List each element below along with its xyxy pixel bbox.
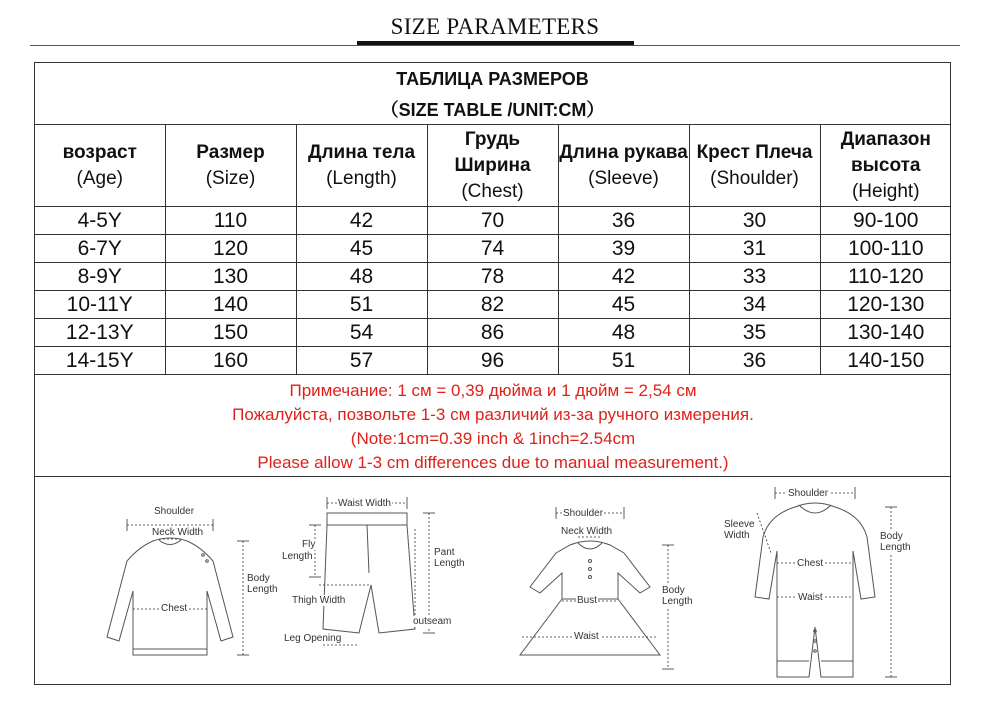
cell-sleeve: 39 — [558, 235, 689, 263]
shirt-length-label: Length — [247, 584, 278, 595]
table-row — [35, 319, 951, 347]
cell-length: 42 — [296, 207, 427, 235]
cell-height: 120-130 — [820, 291, 951, 319]
col-height-ru: Диапазон высота — [840, 128, 931, 176]
cell-age: 6-7Y — [35, 235, 165, 263]
romper-width-label: Width — [724, 530, 750, 541]
col-size-ru: Размер — [196, 141, 265, 163]
cell-height: 110-120 — [820, 263, 951, 291]
col-height-header — [820, 125, 951, 207]
pants-diagram — [275, 477, 475, 685]
cell-chest: 78 — [427, 263, 558, 291]
romper-illustration — [715, 477, 915, 685]
col-shoulder-ru: Крест Плеча — [696, 141, 813, 163]
dress-neck-width-label: Neck Width — [561, 526, 613, 537]
cell-size: 120 — [165, 235, 296, 263]
pants-waist-width-label: Waist Width — [338, 498, 391, 509]
cell-size: 140 — [165, 291, 296, 319]
dress-waist-label: Waist — [574, 631, 599, 642]
cell-length: 57 — [296, 347, 427, 375]
cell-sleeve: 42 — [558, 263, 689, 291]
col-age-header — [35, 125, 165, 207]
page-title: SIZE PARAMETERS — [390, 14, 600, 39]
cell-height: 90-100 — [820, 207, 951, 235]
col-age-en: (Age) — [76, 167, 123, 189]
romper-shoulder-label: Shoulder — [788, 488, 829, 499]
table-title-en: （SIZE TABLE /UNIT:CM） — [380, 100, 605, 120]
cell-sleeve: 51 — [558, 347, 689, 375]
table-row — [35, 207, 951, 235]
cell-shoulder: 35 — [689, 319, 820, 347]
note-ru-tolerance: Пожалуйста, позвольте 1-3 см различий из-за ручного измерения. — [232, 405, 754, 424]
pants-pant-length-label: Length — [434, 558, 465, 569]
cell-chest: 74 — [427, 235, 558, 263]
pants-pant-label: Pant — [434, 547, 455, 558]
cell-chest: 96 — [427, 347, 558, 375]
table-title-ru: ТАБЛИЦА РАЗМЕРОВ — [396, 69, 589, 89]
cell-shoulder: 34 — [689, 291, 820, 319]
cell-size: 150 — [165, 319, 296, 347]
shirt-shoulder-label: Shoulder — [154, 506, 195, 517]
col-length-ru: Длина тела — [307, 141, 416, 163]
size-table — [35, 124, 951, 375]
romper-sleeve-label: Sleeve — [724, 519, 755, 530]
cell-age: 10-11Y — [35, 291, 165, 319]
shirt-neck-width-label: Neck Width — [152, 527, 204, 538]
cell-age: 4-5Y — [35, 207, 165, 235]
pants-thigh-width-label: Thigh Width — [292, 595, 346, 606]
col-length-en: (Length) — [326, 167, 397, 189]
col-chest-ru: Грудь Ширина — [454, 128, 531, 176]
romper-length-label: Length — [880, 542, 911, 553]
romper-body-label: Body — [880, 531, 903, 542]
col-sleeve-ru: Длина рукава — [559, 141, 688, 163]
dress-shoulder-label: Shoulder — [563, 508, 604, 519]
note-en-conversion: (Note:1cm=0.39 inch & 1inch=2.54cm — [350, 429, 636, 448]
cell-age: 12-13Y — [35, 319, 165, 347]
pants-leg-opening-label: Leg Opening — [284, 633, 342, 644]
table-row — [35, 263, 951, 291]
table-row — [35, 347, 951, 375]
dress-body-label: Body — [662, 585, 685, 596]
col-shoulder-header — [689, 125, 820, 207]
title-underline-thin — [30, 45, 960, 46]
table-row — [35, 291, 951, 319]
measurement-notes — [35, 374, 951, 477]
cell-shoulder: 31 — [689, 235, 820, 263]
table-row — [35, 235, 951, 263]
col-chest-en: (Chest) — [461, 180, 524, 202]
dress-bust-label: Bust — [577, 595, 598, 606]
col-size-header — [165, 125, 296, 207]
cell-sleeve: 48 — [558, 319, 689, 347]
col-sleeve-header — [558, 125, 689, 207]
cell-length: 54 — [296, 319, 427, 347]
col-height-en: (Height) — [851, 180, 920, 202]
cell-chest: 86 — [427, 319, 558, 347]
cell-chest: 70 — [427, 207, 558, 235]
col-chest-header — [427, 125, 558, 207]
table-header-row — [35, 125, 951, 207]
cell-shoulder: 30 — [689, 207, 820, 235]
shirt-body-label: Body — [247, 573, 270, 584]
shirt-chest-label: Chest — [161, 603, 188, 614]
size-chart-frame — [34, 62, 951, 685]
romper-chest-label: Chest — [797, 558, 824, 569]
cell-shoulder: 33 — [689, 263, 820, 291]
cell-length: 51 — [296, 291, 427, 319]
cell-age: 14-15Y — [35, 347, 165, 375]
cell-chest: 82 — [427, 291, 558, 319]
cell-size: 130 — [165, 263, 296, 291]
dress-diagram — [500, 477, 700, 685]
cell-length: 45 — [296, 235, 427, 263]
cell-size: 110 — [165, 207, 296, 235]
note-ru-conversion: Примечание: 1 см = 0,39 дюйма и 1 дюйм = 2,54 см — [289, 381, 697, 400]
cell-size: 160 — [165, 347, 296, 375]
col-sleeve-en: (Sleeve) — [588, 167, 659, 189]
cell-sleeve: 45 — [558, 291, 689, 319]
note-en-tolerance: Please allow 1-3 cm differences due to manual measurement.) — [257, 453, 729, 472]
dress-length-label: Length — [662, 596, 693, 607]
romper-diagram — [715, 477, 915, 685]
col-shoulder-en: (Shoulder) — [710, 167, 799, 189]
cell-height: 130-140 — [820, 319, 951, 347]
cell-sleeve: 36 — [558, 207, 689, 235]
col-age-ru: возраст — [62, 141, 137, 163]
cell-shoulder: 36 — [689, 347, 820, 375]
col-size-en: (Size) — [205, 167, 256, 189]
shirt-diagram — [63, 477, 278, 685]
cell-age: 8-9Y — [35, 263, 165, 291]
cell-length: 48 — [296, 263, 427, 291]
pants-outseam-label: outseam — [413, 616, 452, 627]
pants-fly-label: Fly — [302, 539, 316, 550]
page-header — [0, 0, 990, 50]
pants-fly-length-label: Length — [282, 551, 313, 562]
romper-waist-label: Waist — [798, 592, 823, 603]
col-length-header — [296, 125, 427, 207]
cell-height: 100-110 — [820, 235, 951, 263]
cell-height: 140-150 — [820, 347, 951, 375]
